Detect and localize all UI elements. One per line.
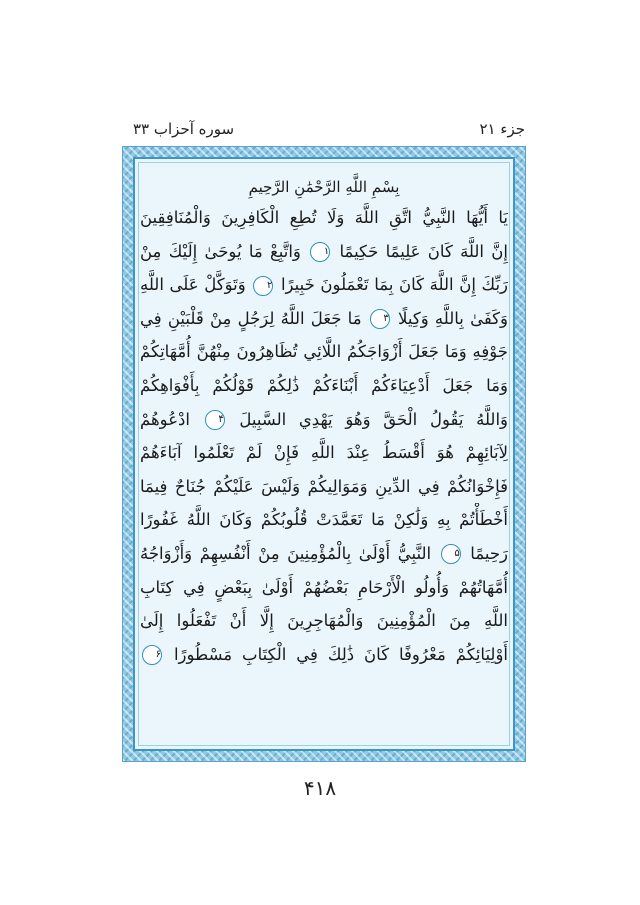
verse-line: وَاللَّهُ يَقُولُ الْحَقَّ وَهُوَ يَهْدِي السَّبِيلَ ۴ ادْعُوهُمْ (140, 409, 508, 429)
verse-line: إِنَّ اللَّهَ كَانَ عَلِيمًا حَكِيمًا ۱ وَاتَّبِعْ مَا يُوحَىٰ إِلَيْكَ مِنْ (140, 241, 508, 261)
verse-line: أَخْطَأْتُمْ بِهِ وَلَٰكِنْ مَا تَعَمَّدَتْ قُلُوبُكُمْ وَكَانَ اللَّهُ غَفُورًا (140, 510, 508, 530)
basmala: بِسْمِ اللَّهِ الرَّحْمَٰنِ الرَّحِيمِ (248, 178, 400, 196)
verse-block (140, 201, 508, 671)
verse-line: أُمَّهَاتُهُمْ وَأُولُو الْأَرْحَامِ بَعْضُهُمْ أَوْلَىٰ بِبَعْضٍ فِي كِتَابِ (140, 577, 508, 597)
page-header (133, 118, 525, 140)
ayah-marker: ۴ (205, 410, 225, 430)
juz-label: جزء ۲۱ (479, 120, 525, 138)
verse-line: يَا أَيُّهَا النَّبِيُّ اتَّقِ اللَّهَ وَلَا تُطِعِ الْكَافِرِينَ وَالْمُنَافِقِينَ (140, 208, 508, 227)
verse-line: فَإِخْوَانُكُمْ فِي الدِّينِ وَمَوَالِيكُمْ وَلَيْسَ عَلَيْكُمْ جُنَاحٌ فِيمَا (140, 476, 508, 496)
surah-label: سوره آحزاب ۳۳ (133, 120, 235, 138)
verse-line: أَوْلِيَائِكُمْ مَعْرُوفًا كَانَ ذَٰلِكَ فِي الْكِتَابِ مَسْطُورًا ۶ (140, 638, 508, 672)
ayah-marker: ۳ (370, 309, 390, 329)
verse-line: وَكَفَىٰ بِاللَّهِ وَكِيلًا ۳ مَا جَعَلَ اللَّهُ لِرَجُلٍ مِنْ قَلْبَيْنِ فِي (140, 308, 508, 328)
verse-line: جَوْفِهِ وَمَا جَعَلَ أَزْوَاجَكُمُ اللَّائِي تُظَاهِرُونَ مِنْهُنَّ أُمَّهَاتِكُمْ (140, 342, 508, 362)
ayah-marker: ۲ (253, 276, 273, 296)
verse-line: اللَّهِ مِنَ الْمُؤْمِنِينَ وَالْمُهَاجِرِينَ إِلَّا أَنْ تَفْعَلُوا إِلَىٰ (140, 611, 508, 631)
verse-line: لِآبَائِهِمْ هُوَ أَقْسَطُ عِنْدَ اللَّهِ فَإِنْ لَمْ تَعْلَمُوا آبَاءَهُمْ (140, 443, 508, 463)
verse-line: وَمَا جَعَلَ أَدْعِيَاءَكُمْ أَبْنَاءَكُمْ ذَٰلِكُمْ قَوْلُكُمْ بِأَفْوَاهِكُمْ (140, 375, 508, 395)
ayah-marker: ۱ (310, 242, 330, 262)
page-number: ۴۱۸ (303, 776, 337, 800)
verse-line: رَبِّكَ إِنَّ اللَّهَ كَانَ بِمَا تَعْمَلُونَ خَبِيرًا ۲ وَتَوَكَّلْ عَلَى اللَّهِ (140, 275, 508, 295)
ayah-marker: ۶ (142, 645, 162, 665)
ayah-marker: ۵ (441, 544, 461, 564)
verse-line: رَحِيمًا ۵ النَّبِيُّ أَوْلَىٰ بِالْمُؤْمِنِينَ مِنْ أَنْفُسِهِمْ وَأَزْوَاجُهُ (140, 543, 508, 563)
